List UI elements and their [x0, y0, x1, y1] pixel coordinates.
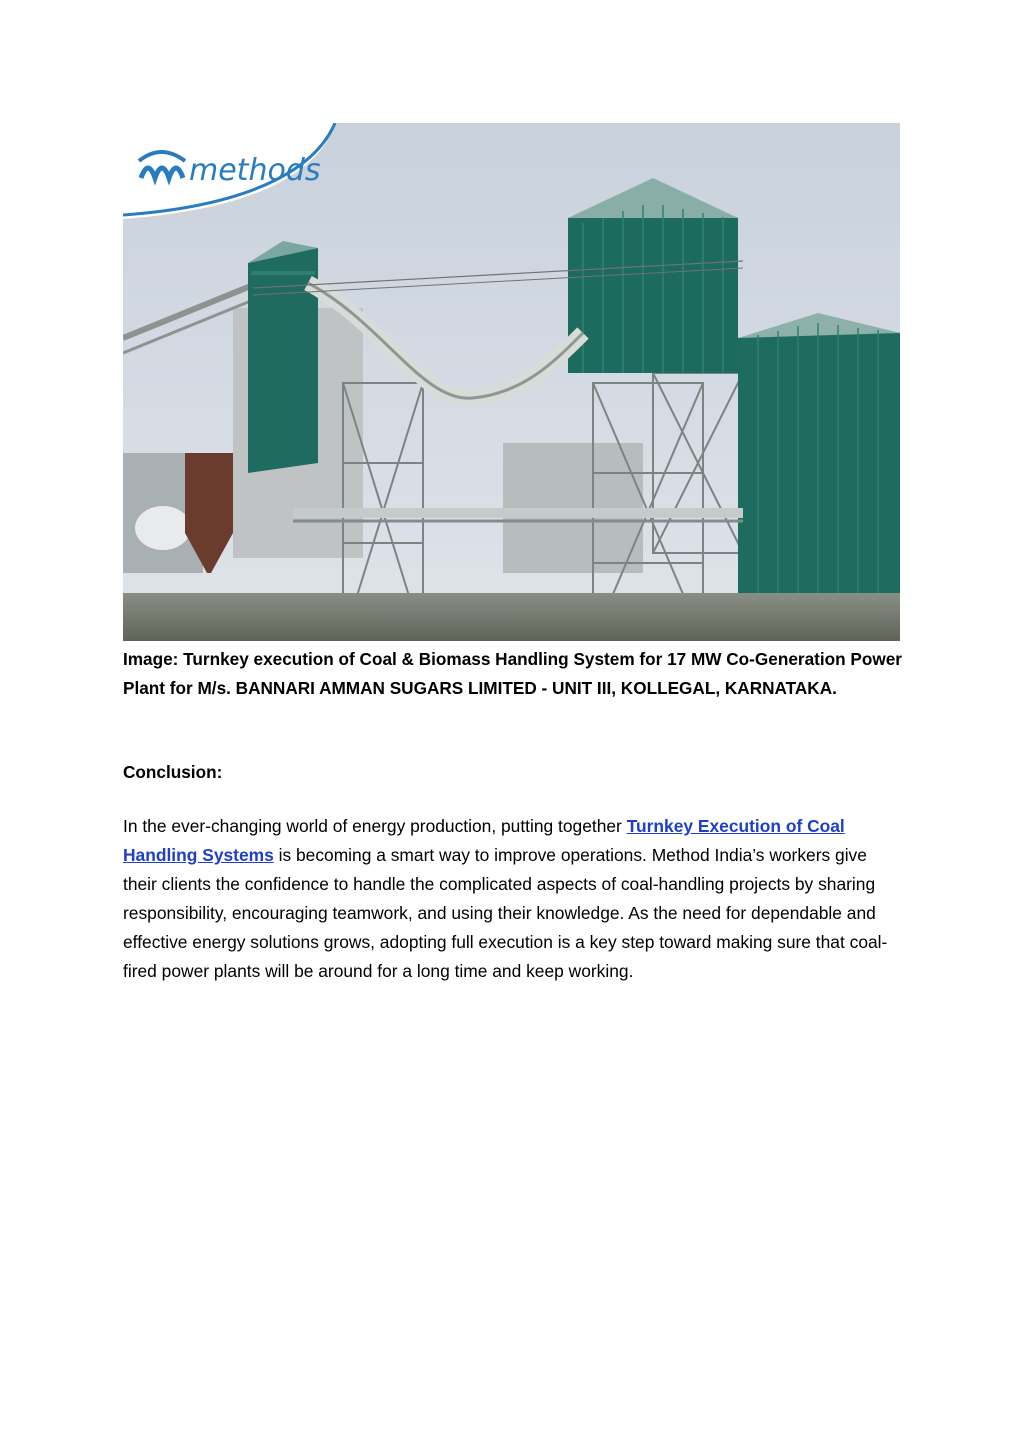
paragraph-text-before-link: In the ever-changing world of energy production, putting together: [123, 816, 627, 836]
conclusion-heading: Conclusion:: [123, 762, 223, 782]
methods-logo-text: methods: [189, 153, 321, 188]
turnkey-execution-link[interactable]: Turnkey Execution of Coal Handling Systems: [123, 816, 845, 865]
plant-photo-illustration: [123, 123, 900, 641]
image-caption: Image: Turnkey execution of Coal & Biomass Handling System for 17 MW Co-Generation Power Plant for M/s. BANNARI AMMAN SUGARS LIMITED - UNIT III, KOLLEGAL, KARNATAKA.: [123, 649, 902, 698]
plant-photo: [123, 123, 900, 641]
paragraph-text-after-link: is becoming a smart way to improve operations. Method India’s workers give their clients the confidence to handle the complicated aspects of coal-handling projects by sharing responsibility, encouraging teamwork, and using their knowledge. As the need for dependable and effective energy solutions grows, adopting full execution is a key step toward making sure that coal-fired power plants will be around for a long time and keep working.: [123, 845, 888, 981]
conclusion-paragraph: [123, 812, 903, 986]
